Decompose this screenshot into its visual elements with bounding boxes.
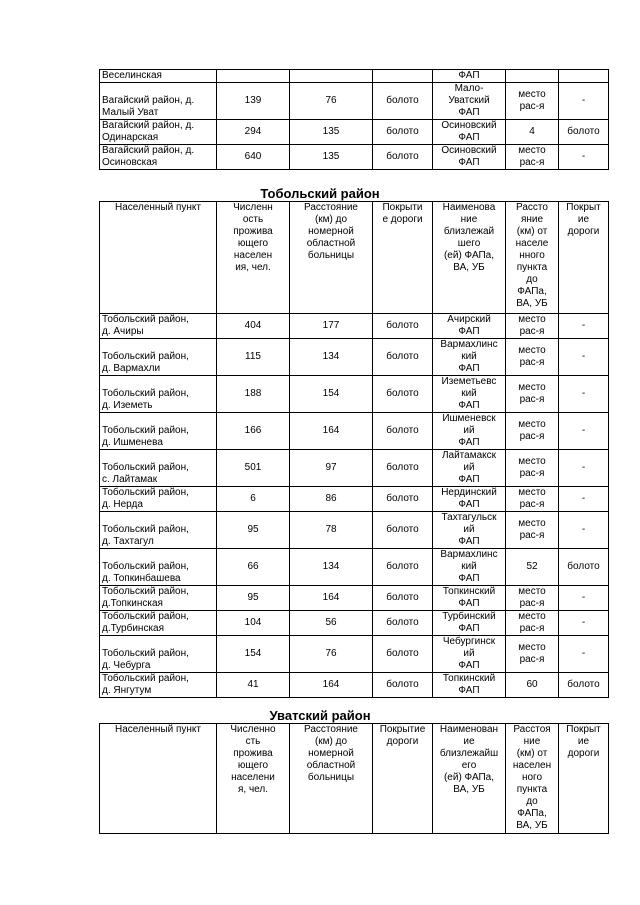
cell-fap: Тахтагульск ий ФАП (433, 512, 506, 549)
cell-pop: 95 (217, 586, 290, 611)
cell-fapdist (506, 70, 559, 83)
cell-fapcover: - (559, 339, 609, 376)
table-row (100, 673, 609, 698)
cell-road: болото (373, 636, 433, 673)
header-road: Покрыти е дороги (373, 202, 433, 314)
cell-dist: 135 (290, 120, 373, 145)
cell-fapcover: - (559, 83, 609, 120)
cell-road: болото (373, 314, 433, 339)
cell-road (373, 70, 433, 83)
cell-fap: Вармахлинс кий ФАП (433, 339, 506, 376)
header-fapcover: Покрыт ие дороги (559, 724, 609, 834)
table-row (100, 376, 609, 413)
section-title-tobolsk: Тобольский район (260, 186, 380, 201)
cell-pop: 404 (217, 314, 290, 339)
table-row (100, 339, 609, 376)
cell-dist: 134 (290, 549, 373, 586)
cell-name: Тобольский район, д. Нерда (100, 487, 217, 512)
vagai-table (99, 69, 609, 170)
cell-pop: 41 (217, 673, 290, 698)
cell-name: Тобольский район, д. Иземеть (100, 376, 217, 413)
cell-fap: Турбинский ФАП (433, 611, 506, 636)
table-row (100, 450, 609, 487)
table-row (100, 83, 609, 120)
cell-fap: Лайтамакск ий ФАП (433, 450, 506, 487)
cell-road: болото (373, 120, 433, 145)
table-row (100, 314, 609, 339)
header-fap: Наименован ие близлежайш его (ей) ФАПа, ВА, УБ (433, 724, 506, 834)
header-road: Покрытие дороги (373, 724, 433, 834)
cell-dist: 86 (290, 487, 373, 512)
cell-dist: 56 (290, 611, 373, 636)
cell-fapcover: - (559, 487, 609, 512)
cell-pop: 294 (217, 120, 290, 145)
cell-fapdist: место рас-я (506, 339, 559, 376)
table-row (100, 487, 609, 512)
cell-pop: 640 (217, 145, 290, 170)
cell-name: Вагайский район, д. Осиновская (100, 145, 217, 170)
cell-fapdist: 60 (506, 673, 559, 698)
cell-road: болото (373, 586, 433, 611)
cell-road: болото (373, 450, 433, 487)
cell-fapdist: место рас-я (506, 145, 559, 170)
table-row (100, 413, 609, 450)
cell-dist: 76 (290, 83, 373, 120)
cell-fapdist: место рас-я (506, 586, 559, 611)
cell-name: Тобольский район, д. Ачиры (100, 314, 217, 339)
header-dist: Расстояние (км) до номерной областной больницы (290, 724, 373, 834)
cell-fapdist: место рас-я (506, 83, 559, 120)
cell-road: болото (373, 673, 433, 698)
cell-fap: Иземетьевс кий ФАП (433, 376, 506, 413)
cell-fapcover: - (559, 611, 609, 636)
section-title-uvat: Уватский район (269, 708, 371, 723)
cell-fapcover: болото (559, 120, 609, 145)
cell-road: болото (373, 512, 433, 549)
uvat-table (99, 723, 609, 834)
cell-pop: 6 (217, 487, 290, 512)
cell-road: болото (373, 549, 433, 586)
cell-pop: 66 (217, 549, 290, 586)
cell-dist: 78 (290, 512, 373, 549)
cell-road: болото (373, 83, 433, 120)
cell-dist: 164 (290, 413, 373, 450)
cell-fapdist: место рас-я (506, 611, 559, 636)
table-row (100, 120, 609, 145)
cell-name: Тобольский район, д. Чебурга (100, 636, 217, 673)
cell-road: болото (373, 487, 433, 512)
cell-dist: 76 (290, 636, 373, 673)
cell-dist: 135 (290, 145, 373, 170)
cell-name: Тобольский район, д. Тахтагул (100, 512, 217, 549)
header-fap: Наименова ние близлежай шего (ей) ФАПа, ВА, УБ (433, 202, 506, 314)
cell-fapdist: 4 (506, 120, 559, 145)
cell-fapcover (559, 70, 609, 83)
cell-fap: Топкинский ФАП (433, 586, 506, 611)
table-row (100, 636, 609, 673)
cell-name: Тобольский район, д. Янгутум (100, 673, 217, 698)
cell-fapdist: место рас-я (506, 487, 559, 512)
cell-fapcover: - (559, 512, 609, 549)
tobolsk-table (99, 201, 609, 698)
cell-pop: 501 (217, 450, 290, 487)
cell-fapcover: - (559, 586, 609, 611)
cell-name: Веселинская (100, 70, 217, 83)
cell-road: болото (373, 376, 433, 413)
cell-fapcover: болото (559, 673, 609, 698)
cell-fapcover: - (559, 314, 609, 339)
cell-fapdist: 52 (506, 549, 559, 586)
cell-pop: 104 (217, 611, 290, 636)
cell-name: Тобольский район, д. Ишменева (100, 413, 217, 450)
table-row (100, 586, 609, 611)
cell-dist: 177 (290, 314, 373, 339)
cell-pop: 139 (217, 83, 290, 120)
cell-name: Вагайский район, д. Малый Уват (100, 83, 217, 120)
cell-fapdist: место рас-я (506, 512, 559, 549)
cell-road: болото (373, 339, 433, 376)
cell-fap: Ишменевск ий ФАП (433, 413, 506, 450)
cell-fapdist: место рас-я (506, 636, 559, 673)
cell-dist: 97 (290, 450, 373, 487)
cell-name: Тобольский район, д. Вармахли (100, 339, 217, 376)
cell-fapdist: место рас-я (506, 376, 559, 413)
cell-pop: 115 (217, 339, 290, 376)
cell-fap: Мало- Уватский ФАП (433, 83, 506, 120)
cell-name: Тобольский район, с. Лайтамак (100, 450, 217, 487)
cell-fap: Ачирский ФАП (433, 314, 506, 339)
table-row (100, 70, 609, 83)
cell-dist (290, 70, 373, 83)
header-fapdist: Рассто яние (км) от населе нного пункта до ФАПа, ВА, УБ (506, 202, 559, 314)
header-pop: Численно сть прожива ющего населени я, чел. (217, 724, 290, 834)
cell-pop: 188 (217, 376, 290, 413)
cell-fapcover: - (559, 376, 609, 413)
cell-fap: Чебургинск ий ФАП (433, 636, 506, 673)
cell-dist: 154 (290, 376, 373, 413)
cell-dist: 134 (290, 339, 373, 376)
cell-name: Тобольский район, д. Топкинбашева (100, 549, 217, 586)
cell-fap: Осиновский ФАП (433, 120, 506, 145)
cell-fapcover: - (559, 145, 609, 170)
table-row (100, 512, 609, 549)
cell-pop: 95 (217, 512, 290, 549)
cell-road: болото (373, 611, 433, 636)
cell-name: Тобольский район, д.Турбинская (100, 611, 217, 636)
cell-fapdist: место рас-я (506, 314, 559, 339)
cell-fapcover: - (559, 450, 609, 487)
cell-pop: 154 (217, 636, 290, 673)
cell-fapcover: - (559, 636, 609, 673)
header-name: Населенный пункт (100, 724, 217, 834)
cell-fapcover: болото (559, 549, 609, 586)
cell-fap: Осиновский ФАП (433, 145, 506, 170)
table-row (100, 145, 609, 170)
cell-fapdist: место рас-я (506, 413, 559, 450)
cell-name: Тобольский район, д.Топкинская (100, 586, 217, 611)
cell-fapcover: - (559, 413, 609, 450)
cell-pop (217, 70, 290, 83)
cell-fap: Топкинский ФАП (433, 673, 506, 698)
header-fapdist: Расстоя ние (км) от населен ного пункта до ФАПа, ВА, УБ (506, 724, 559, 834)
header-pop: Численн ость прожива ющего населен ия, чел. (217, 202, 290, 314)
header-name: Населенный пункт (100, 202, 217, 314)
header-fapcover: Покрыт ие дороги (559, 202, 609, 314)
cell-name: Вагайский район, д. Одинарская (100, 120, 217, 145)
cell-fapdist: место рас-я (506, 450, 559, 487)
cell-road: болото (373, 413, 433, 450)
cell-road: болото (373, 145, 433, 170)
cell-fap: ФАП (433, 70, 506, 83)
cell-fap: Нердинский ФАП (433, 487, 506, 512)
cell-dist: 164 (290, 586, 373, 611)
table-row (100, 549, 609, 586)
header-dist: Расстояние (км) до номерной областной больницы (290, 202, 373, 314)
table-row (100, 611, 609, 636)
cell-pop: 166 (217, 413, 290, 450)
cell-dist: 164 (290, 673, 373, 698)
cell-fap: Вармахлинс кий ФАП (433, 549, 506, 586)
